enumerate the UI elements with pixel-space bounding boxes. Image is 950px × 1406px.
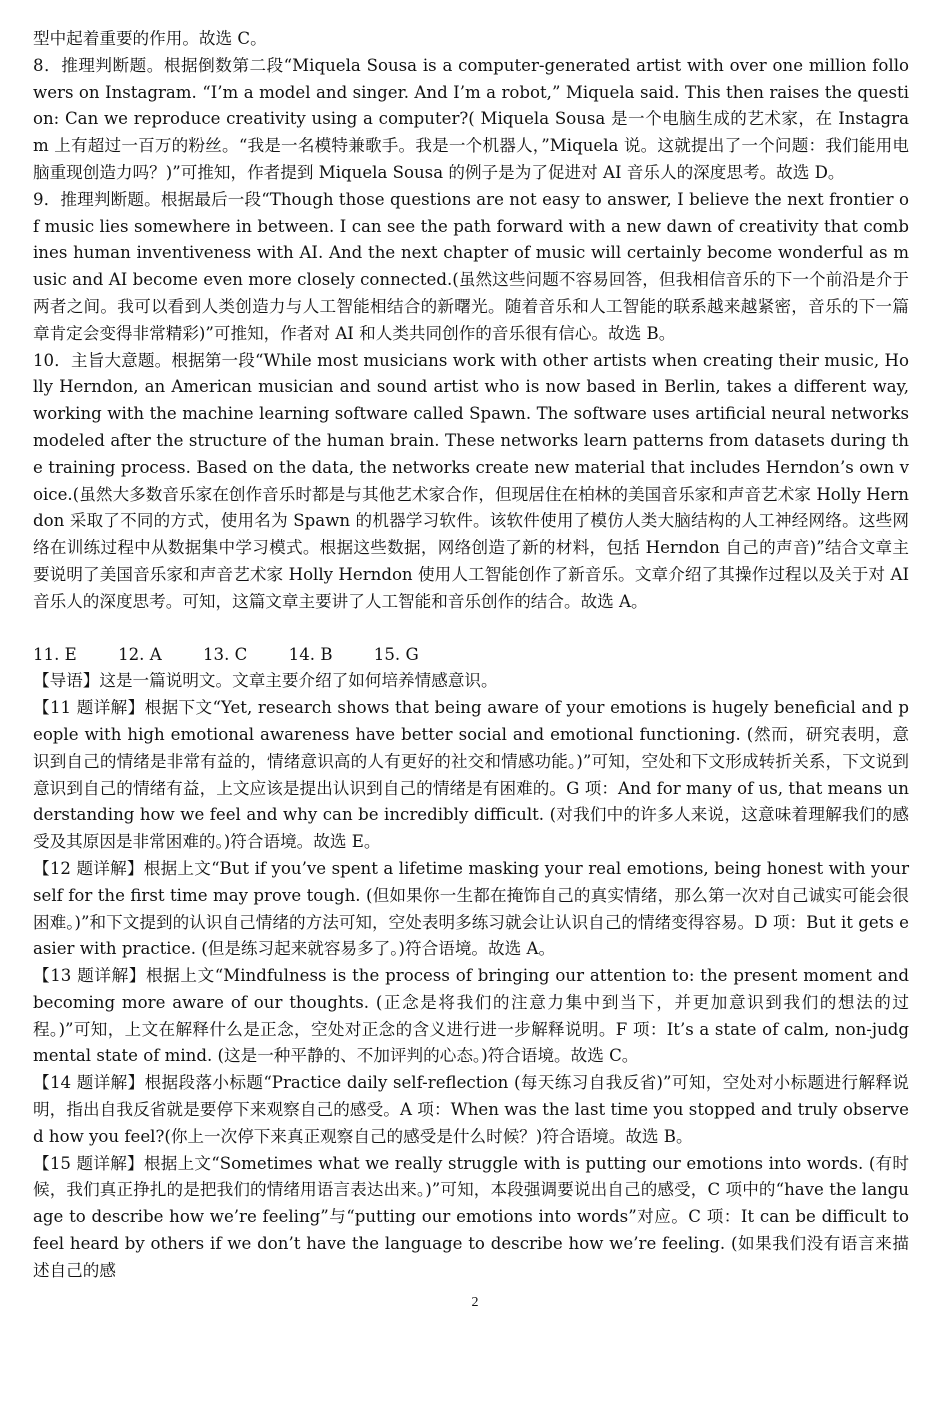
answer-15: 15. G [373,644,419,664]
paragraph-end-q7: 型中起着重要的作用。故选 C。 [33,29,267,48]
paragraph-q8: 8．推理判断题。根据倒数第二段“Miquela Sousa is a computer-generated artist with over one million followers on Instagram. “I’m a model and singer. And I’m a robot,” Miquela said. This then raises the question: Can we reproduce creativity using a computer?( Miquela Sousa 是一个电脑生成的艺术家，在 Instagram 上有超过一百万的粉丝。“我是一名模特兼歌手。我是一个机器人，”Miquela 说。这就提出了一个问题：我们能用电脑重现创造力吗？)”可推知，作者提到 Miquela Sousa 的例子是为了促进对 AI 音乐人的深度思考。故选 D。 [33,55,909,182]
page-number: 2 [471,1295,479,1310]
paragraph-q14-explanation: 【14 题详解】根据段落小标题“Practice daily self-reflection (每天练习自我反省)”可知，空处对小标题进行解释说明，指出自我反省就是要停下来观察自己的感受。A 项：When was the last time you stopped and truly observed how you feel?(你上一次停下来真正观察自己的感受是什么时候？)符合语境。故选 B。 [33,1073,909,1146]
paragraph-intro: 【导语】这是一篇说明文。文章主要介绍了如何培养情感意识。 [33,671,498,691]
paragraph-q9: 9．推理判断题。根据最后一段“Though those questions are not easy to answer, I believe the next frontier of music lies somewhere in between. I can see the path forward with a new dawn of creativity that combines human inventiveness with AI. And the next chapter of music will certainly become wonderful as music and AI become even more closely connected.(虽然这些问题不容易回答，但我相信音乐的下一个前沿是介于两者之间。我可以看到人类创造力与人工智能相结合的新曙光。随着音乐和人工智能的联系越来越紧密，音乐的下一篇章肯定会变得非常精彩)”可推知，作者对 AI 和人类共同创作的音乐很有信心。故选 B。 [33,189,909,343]
answer-11: 11. E [33,644,77,664]
paragraph-q13-explanation: 【13 题详解】根据上文“Mindfulness is the process of bringing our attention to: the present moment and becoming more aware of our thoughts. (正念是将我们的注意力集中到当下，并更加意识到我们的想法的过程。)”可知，上文在解释什么是正念，空处对正念的含义进行进一步解释说明。F 项：It’s a state of calm, non-judgmental state of mind. (这是一种平静的、不加评判的心态。)符合语境。故选 C。 [33,966,909,1066]
paragraph-q10: 10．主旨大意题。根据第一段“While most musicians work with other artists when creating their music, Holly Herndon, an American musician and sound artist who is now based in Berlin, takes a different way, working with the machine learning software called Spawn. The software uses artificial neural networks modeled after the structure of the human brain. These networks learn patterns from datasets during the training process. Based on the data, the networks create new material that includes Herndon’s own voice.(虽然大多数音乐家在创作音乐时都是与其他艺术家合作，但现居住在柏林的美国音乐家和声音艺术家 Holly Herndon 采取了不同的方式，使用名为 Spawn 的机器学习软件。该软件使用了模仿人类大脑结构的人工神经网络。这些网络在训练过程中从数据集中学习模式。根据这些数据，网络创造了新的材料，包括 Herndon 自己的声音)”结合文章主要说明了美国音乐家和声音艺术家 Holly Herndon 使用人工智能创作了新音乐。文章介绍了其操作过程以及关于对 AI 音乐人的深度思考。可知，这篇文章主要讲了人工智能和音乐创作的结合。故选 A。 [33,350,909,611]
answer-key-row [33,642,909,669]
paragraph-q12-explanation: 【12 题详解】根据上文“But if you’ve spent a lifetime masking your real emotions, being honest with yourself for the first time may prove tough. (但如果你一生都在掩饰自己的真实情绪，那么第一次对自己诚实可能会很困难。)”和下文提到的认识自己情绪的方法可知，空处表明多练习就会让认识自己的情绪变得容易。D 项：But it gets easier with practice. (但是练习起来就容易多了。)符合语境。故选 A。 [33,858,909,959]
answer-14: 14. B [288,644,333,664]
answer-12: 12. A [118,644,162,664]
section-spacer [33,616,909,642]
paragraph-q11-explanation: 【11 题详解】根据下文“Yet, research shows that being aware of your emotions is hugely beneficial and people with high emotional awareness have better social and emotional functioning. (然而，研究表明，意识到自己的情绪是非常有益的，情绪意识高的人有更好的社交和情感功能。)”可知，空处和下文形成转折关系，下文说到意识到自己的情绪有益，上文应该是提出认识到自己的情绪是有困难的。G 项：And for many of us, that means understanding how we feel and why can be incredibly difficult. (对我们中的许多人来说，这意味着理解我们的感受及其原因是非常困难的。)符合语境。故选 E。 [33,698,909,852]
document-body [33,26,909,1285]
paragraph-q15-explanation: 【15 题详解】根据上文“Sometimes what we really struggle with is putting our emotions into words. (有时候，我们真正挣扎的是把我们的情绪用语言表达出来。)”可知，本段强调要说出自己的感受，C 项中的“have the language to describe how we’re feeling”与“putting our emotions into words”对应。C 项：It can be difficult to feel heard by others if we don’t have the language to describe how we’re feeling. (如果我们没有语言来描述自己的感 [33,1153,909,1280]
answer-13: 13. C [203,644,248,664]
